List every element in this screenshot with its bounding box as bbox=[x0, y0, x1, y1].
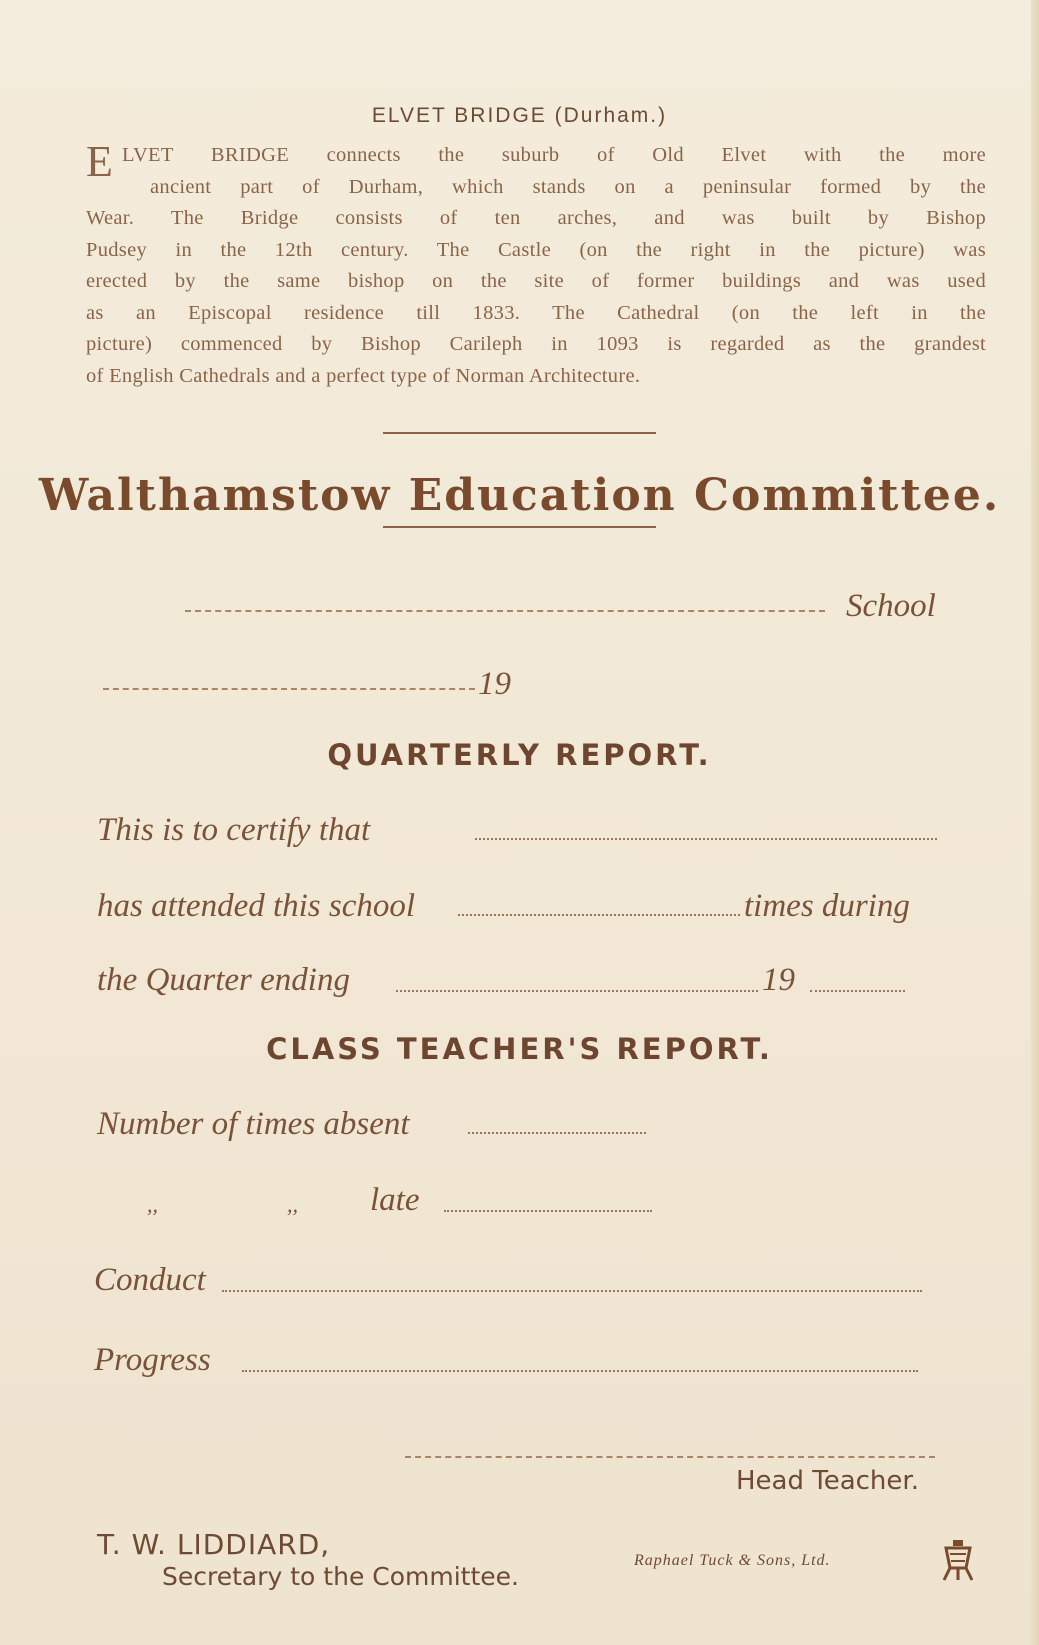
top-rule bbox=[383, 432, 656, 434]
date-field[interactable] bbox=[103, 688, 475, 690]
certify-label: This is to certify that bbox=[97, 812, 371, 848]
progress-field[interactable] bbox=[242, 1370, 918, 1372]
secretary-name: T. W. LIDDIARD, bbox=[97, 1528, 331, 1561]
printer-easel-logo-icon bbox=[940, 1538, 976, 1582]
class-teacher-report-title: CLASS TEACHER'S REPORT. bbox=[266, 1032, 773, 1066]
card-edge bbox=[1031, 0, 1039, 1645]
late-count-field[interactable] bbox=[444, 1210, 652, 1212]
conduct-label: Conduct bbox=[94, 1262, 206, 1298]
quarter-year-prefix: 19 bbox=[762, 962, 795, 998]
printer-credit: Raphael Tuck & Sons, Ltd. bbox=[634, 1552, 831, 1569]
description-line: Pudsey in the 12th century. The Castle (on the right in the picture) was bbox=[86, 238, 986, 261]
attendance-count-field[interactable] bbox=[458, 914, 740, 916]
late-label: late bbox=[370, 1182, 420, 1218]
elvet-bridge-title: ELVET BRIDGE (Durham.) bbox=[371, 104, 668, 127]
ditto-mark-1: ,, bbox=[147, 1192, 158, 1217]
description-line: erected by the same bishop on the site of former buildings and was used bbox=[86, 270, 986, 292]
attended-label: has attended this school bbox=[97, 888, 416, 924]
quarter-ending-label: the Quarter ending bbox=[97, 962, 350, 998]
absent-label: Number of times absent bbox=[97, 1106, 410, 1142]
school-label: School bbox=[846, 588, 936, 624]
student-name-field[interactable] bbox=[475, 838, 937, 840]
drop-cap: E bbox=[86, 137, 113, 186]
progress-label: Progress bbox=[94, 1342, 211, 1378]
year-prefix: 19 bbox=[478, 666, 511, 702]
description-line: of English Cathedrals and a perfect type of Norman Architecture. bbox=[86, 364, 641, 387]
description-line: Wear. The Bridge consists of ten arches, and was built by Bishop bbox=[86, 207, 986, 229]
committee-name: Walthamstow Education Committee. bbox=[38, 470, 1001, 521]
absent-count-field[interactable] bbox=[468, 1132, 646, 1134]
quarter-year-field[interactable] bbox=[810, 990, 905, 992]
head-teacher-signature-field[interactable] bbox=[405, 1456, 935, 1458]
times-during-label: times during bbox=[744, 888, 910, 924]
conduct-field[interactable] bbox=[222, 1290, 922, 1292]
secretary-title: Secretary to the Committee. bbox=[162, 1562, 519, 1591]
ditto-mark-2: ,, bbox=[287, 1192, 298, 1217]
head-teacher-label: Head Teacher. bbox=[736, 1466, 919, 1496]
description-line: ancient part of Durham, which stands on a peninsular formed by the bbox=[150, 175, 986, 198]
description-line: picture) commenced by Bishop Carileph in 1093 is regarded as the grandest bbox=[86, 333, 986, 355]
quarterly-report-title: QUARTERLY REPORT. bbox=[327, 738, 712, 772]
quarter-ending-date-field[interactable] bbox=[396, 990, 758, 992]
description-line: LVET BRIDGE connects the suburb of Old Elvet with the more bbox=[122, 144, 986, 166]
school-name-field[interactable] bbox=[185, 610, 825, 612]
bridge-description bbox=[86, 137, 986, 392]
bottom-rule bbox=[383, 526, 656, 528]
description-line: as an Episcopal residence till 1833. The Cathedral (on the left in the bbox=[86, 301, 986, 324]
